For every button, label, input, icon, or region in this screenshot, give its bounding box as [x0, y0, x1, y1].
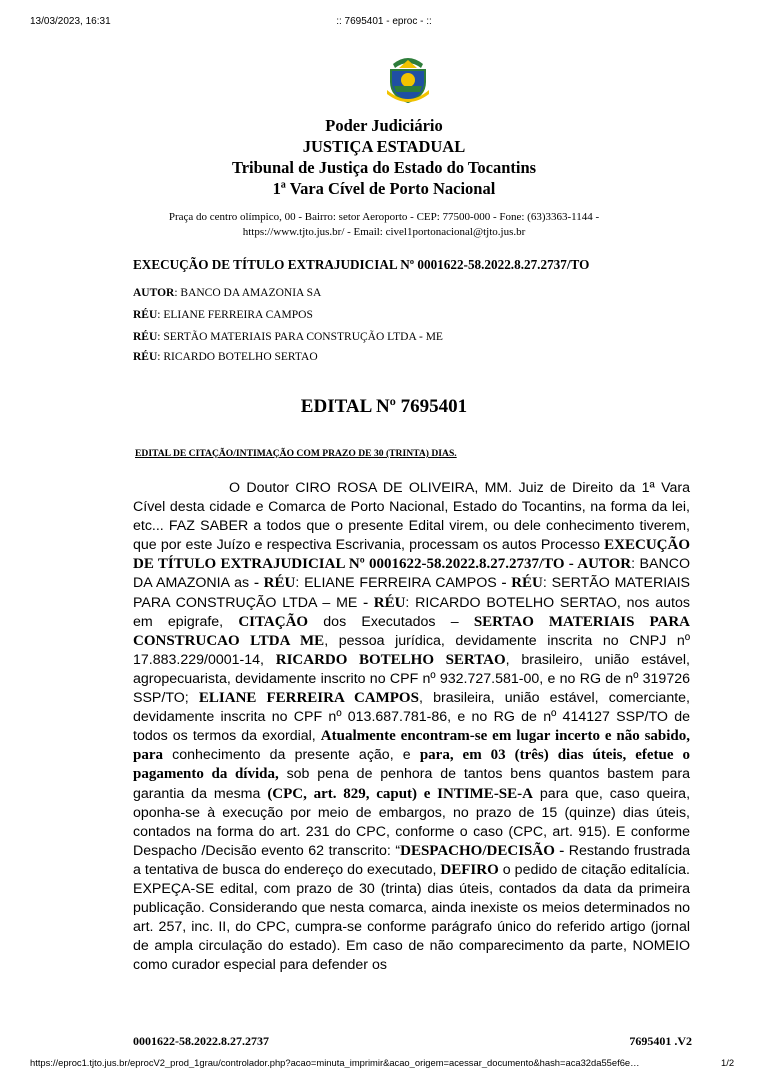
body-bold-run: EXECUÇÃO DE TÍTULO EXTRAJUDICIAL Nº 0001622-58.2022.8.27.2737/TO - AUTOR [133, 537, 690, 573]
party-role: RÉU [133, 309, 158, 321]
body-bold-run: RICARDO BOTELHO SERTAO [275, 651, 506, 668]
body-text-run: O Doutor CIRO ROSA DE OLIVEIRA, MM. Juiz de Direito da 1ª Vara Cível desta cidade e Comarca de Porto Nacional, Estado do Tocantins, na forma da lei, etc... FAZ SABER a todos que o presente Edital virem, ou dele conhecimento tiverem, que por este Juízo e respectiva Escrivania, processam os autos Processo [133, 480, 690, 554]
heading-line-1: Poder Judiciário [325, 116, 443, 135]
body-text-run: para que, caso queira, oponha-se à execução por meio de embargos, no prazo de 15 (quinze) dias úteis, contados na forma do art. 231 do CPC, conforme o caso (CPC, art. 915). E conforme Despacho /Decisão evento 62 transcrito: “ [133, 785, 691, 859]
footer-case-number: 0001622-58.2022.8.27.2737 [133, 1034, 269, 1048]
body-text-run: : BANCO DA AMAZONIA as [133, 556, 690, 592]
body-text-run: sob pena de penhora de tantos bens quantos bastem para garantia da mesma [133, 766, 690, 802]
body-text-run: : RICARDO BOTELHO SERTAO, nos autos em epigrafe, [133, 594, 690, 630]
body-text-run: : ELIANE FERREIRA CAMPOS [295, 575, 502, 592]
edital-title: EDITAL Nº 7695401 [300, 396, 468, 417]
court-heading [0, 115, 768, 199]
body-bold-run: DEFIRO [440, 861, 499, 878]
print-url: https://eproc1.tjto.jus.br/eprocV2_prod_1grau/controlador.php?acao=minuta_imprimir&acao_origem=acessar_documento&hash=aca32da55ef6e… [30, 1057, 640, 1068]
body-bold-run: - RÉU [501, 575, 543, 592]
body-bold-run: DESPACHO/DECISÃO - [400, 842, 565, 859]
party-name: : ELIANE FERREIRA CAMPOS [157, 309, 313, 321]
body-bold-run: para, em 03 (três) dias úteis, efetue o pagamento da dívida, [133, 747, 690, 783]
edital-subtitle: EDITAL DE CITAÇÃO/INTIMAÇÃO COM PRAZO DE 30 (TRINTA) DIAS. [135, 448, 457, 459]
heading-line-2: JUSTIÇA ESTADUAL [302, 137, 466, 156]
party-defendant-3 [133, 351, 318, 363]
body-text-run: , brasileira, união estável, comerciante, devidamente inscrita no CPF nº 013.687.781-86, e no RG de nº 414127 SSP/TO de todos os termos da exordial, [133, 690, 690, 745]
body-bold-run: - RÉU [253, 575, 296, 592]
party-role: RÉU [133, 331, 158, 343]
print-page-number: 1/2 [721, 1057, 735, 1068]
party-author [133, 287, 321, 299]
party-defendant-1 [133, 309, 313, 321]
case-title: EXECUÇÃO DE TÍTULO EXTRAJUDICIAL Nº 0001622-58.2022.8.27.2737/TO [133, 257, 590, 272]
body-text-run: , pessoa jurídica, devidamente inscrita no CNPJ nº 17.883.229/0001-14, [133, 632, 691, 668]
party-defendant-2 [133, 331, 443, 343]
body-bold-run: ELIANE FERREIRA CAMPOS [198, 690, 419, 707]
body-bold-run: - RÉU [363, 594, 406, 611]
address-line-1: Praça do centro olímpico, 00 - Bairro: setor Aeroporto - CEP: 77500-000 - Fone: (63)3363-1144 - [168, 211, 600, 223]
party-role: AUTOR [133, 287, 175, 299]
body-bold-run: Atualmente encontram-se em lugar incerto e não sabido, para [133, 728, 691, 764]
party-name: : RICARDO BOTELHO SERTAO [157, 351, 318, 363]
edital-body [133, 479, 690, 975]
print-page-title: :: 7695401 - eproc - :: [336, 16, 432, 27]
party-name: : BANCO DA AMAZONIA SA [174, 287, 322, 299]
body-bold-run: SERTAO MATERIAIS PARA CONSTRUCAO LTDA ME [133, 613, 690, 649]
body-text-run: : SERTÃO MATERIAIS PARA CONSTRUÇÃO LTDA – ME [133, 575, 690, 611]
body-text-run: conhecimento da presente ação, e [163, 747, 420, 764]
body-bold-run: CITAÇÃO [238, 613, 309, 630]
body-text-run: , brasileiro, união estável, agropecuarista, devidamente inscrito no CPF nº 932.727.581-00, e no RG de nº 319726 SSP/TO; [133, 651, 690, 707]
footer-doc-version: 7695401 .V2 [629, 1034, 692, 1048]
party-role: RÉU [133, 351, 158, 363]
address-line-2: https://www.tjto.jus.br/ - Email: civel1portonacional@tjto.jus.br [242, 226, 526, 238]
court-address [0, 210, 768, 240]
body-text-run: dos Executados – [308, 613, 474, 630]
body-text-run: Restando frustrada a tentativa de busca do endereço do executado, [133, 842, 690, 878]
tocantins-coat-of-arms-icon [385, 50, 431, 104]
browser-print-header [0, 16, 768, 30]
body-text-run: o pedido de citação editalícia. EXPEÇA-SE edital, com prazo de 30 (trinta) dias úteis, contados da data da primeira publicação. Considerando que nesta comarca, ainda inexiste os meios determinados no art. 257, inc. II, do CPC, cumpra-se conforme parágrafo único do referido artigo (jornal de ampla circulação do estado). Em caso de não comparecimento da parte, NOMEIO como curador especial para defender os [133, 861, 690, 974]
heading-line-3: Tribunal de Justiça do Estado do Tocantins [231, 158, 537, 177]
heading-line-4: 1ª Vara Cível de Porto Nacional [272, 179, 496, 198]
party-name: : SERTÃO MATERIAIS PARA CONSTRUÇÃO LTDA - ME [157, 331, 443, 343]
print-datetime: 13/03/2023, 16:31 [30, 16, 111, 27]
body-bold-run: (CPC, art. 829, caput) e INTIME-SE-A [267, 785, 533, 802]
